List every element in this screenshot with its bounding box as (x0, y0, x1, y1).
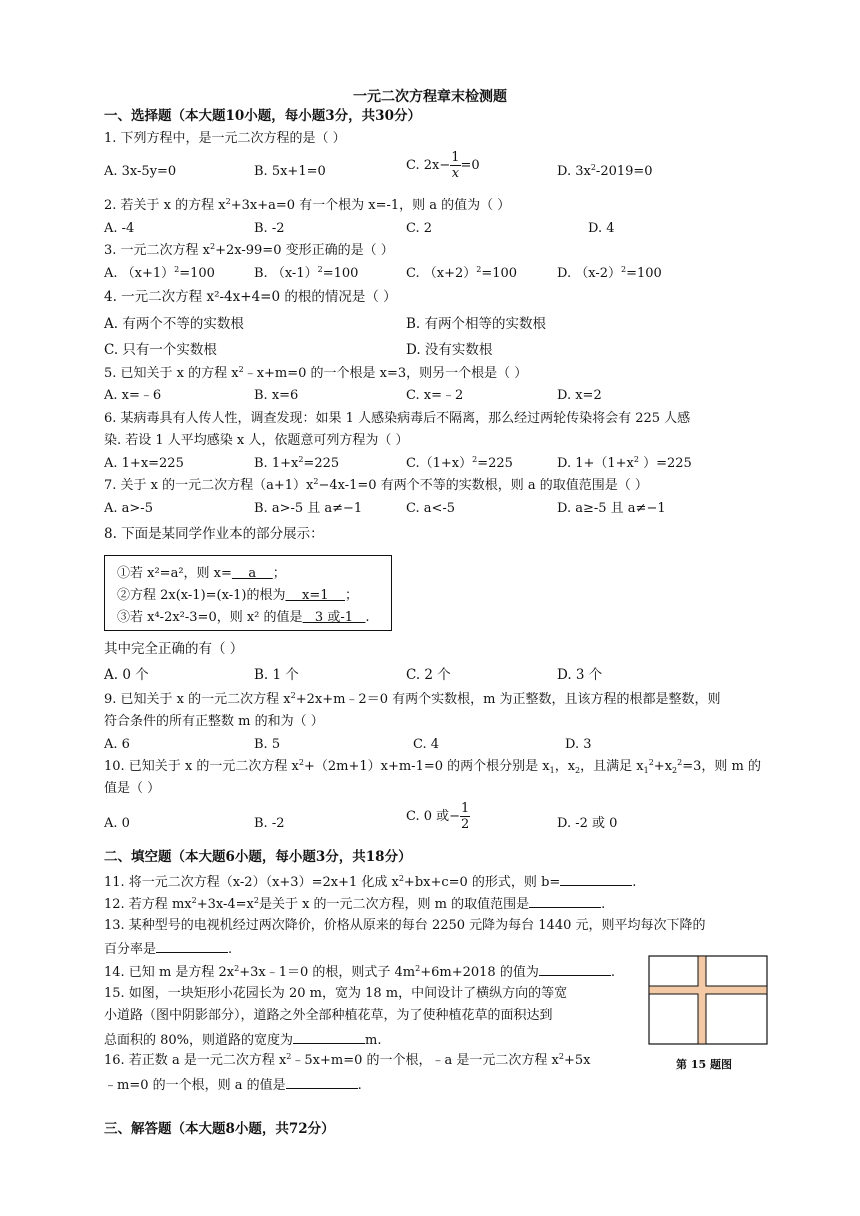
q7-option-b: B. a>-5 且 a≠−1 (254, 501, 363, 516)
q6-option-a: A. 1+x=225 (104, 456, 184, 471)
q5-option-c: C. x=﹣2 (406, 388, 464, 403)
q13-line1: 13. 某种型号的电视机经过两次降价，价格从原来的每台 2250 元降为每台 1440 元，则平均每次下降的 (104, 918, 706, 933)
homework-item-2: ②方程 2x(x-1)=(x-1)的根为 x=1 ； (117, 588, 359, 603)
q13-line2: 百分率是 . (104, 942, 233, 957)
q3-option-c: C. $(x+2)^2=100$ (406, 265, 518, 281)
q9-option-b: B. 5 (254, 737, 281, 752)
q4-stem: 4. 一元二次方程 x²-4x+4=0 的根的情况是（ ） (104, 289, 397, 305)
q10-line2: 值是（ ） (104, 781, 161, 796)
q10-option-d: D. -2 或 0 (557, 816, 618, 831)
q10-option-b: B. -2 (254, 816, 285, 831)
q1-option-c: C. 2x− $\frac{1}{x}$ =0 (406, 150, 480, 181)
q4-option-d: D. 没有实数根 (406, 342, 493, 358)
q7-option-a: A. a>-5 (104, 501, 153, 516)
q2-option-d: D. 4 (588, 221, 615, 236)
q9-option-c: C. 4 (413, 737, 440, 752)
q10-option-a: A. 0 (104, 816, 130, 831)
q9-option-d: D. 3 (565, 737, 592, 752)
q5-stem: 5. 已知关于 x 的方程 $x^2﹣x+m=0$ 的一个根是 x=3，则另一个根是（ ） (104, 365, 528, 381)
q3-option-d: D. $(x-2)^2=100$ (557, 265, 662, 281)
homework-item-3: ③若 x⁴-2x²-3=0，则 x² 的值是 3 或-1 . (117, 610, 370, 625)
q14: 14. 已知 m 是方程 $2x^2+3x﹣1=0$ 的根，则式子 $4m^2+6m+2018$ 的值为 . (104, 964, 615, 980)
q11: 11. 将一元二次方程（x-2）（x+3）=2x+1 化成 $x^2+bx+c=0$ 的形式，则 b= . (104, 874, 637, 890)
section-2-heading: 二、填空题（本大题6小题，每小题3分，共18分） (104, 849, 412, 865)
q1-option-a: A. 3x-5y=0 (104, 164, 177, 179)
figure-caption: 第 15 题图 (676, 1058, 732, 1071)
q2-option-a: A. -4 (104, 221, 135, 236)
garden-outline (649, 956, 767, 1044)
q2-stem: 2. 若关于 x 的方程 $x^2+3x+a=0$ 有一个根为 x=-1，则 a 的值为（ ） (104, 197, 511, 213)
q7-option-d: D. a≥-5 且 a≠−1 (557, 501, 666, 516)
q6-option-d: D. $1+(1+x^2$ ）=225 (557, 455, 692, 471)
homework-box (104, 555, 392, 631)
q8-option-b: B. 1 个 (254, 667, 299, 683)
q7-option-c: C. a<-5 (406, 501, 456, 516)
homework-item-1: ①若 x²=a²，则 x= a ； (117, 566, 286, 581)
q4-option-c: C. 只有一个实数根 (104, 342, 217, 358)
q10-line1: 10. 已知关于 x 的一元二次方程 $x^2+(2m+1)x+m-1=0$ 的两个根分别是 $x_1$，$x_2$，且满足 $x_1^2+x_2^2=3$，则 m 的 (104, 758, 761, 775)
q8-option-d: D. 3 个 (557, 667, 603, 683)
q16-line2: ﹣m=0 的一个根，则 a 的值是 . (104, 1078, 362, 1093)
q5-option-b: B. x=6 (254, 388, 299, 403)
q10-option-c: C. 0 或− $\frac{1}{2}$ (406, 801, 470, 832)
fraction-1-over-2: $\frac{1}{2}$ (461, 801, 470, 832)
q5-option-d: D. x=2 (557, 388, 602, 403)
q1-option-d: D. $3x^2-2019=0$ (557, 163, 653, 179)
fraction-1-over-x: $\frac{1}{x}$ (451, 150, 460, 181)
q6-option-c: $C.(1+x)^2=225$ (406, 455, 513, 471)
q4-option-b: B. 有两个相等的实数根 (406, 316, 547, 332)
q2-option-c: C. 2 (406, 221, 433, 236)
q9-line1: 9. 已知关于 x 的一元二次方程 $x^2+2x+m﹣2=0$ 有两个实数根，m 为正整数，且该方程的根都是整数，则 (104, 691, 721, 707)
section-1-heading: 一、选择题（本大题10小题，每小题3分，共30分） (104, 108, 421, 124)
section-3-heading: 三、解答题（本大题8小题，共72分） (104, 1121, 335, 1137)
q15-line1: 15. 如图，一块矩形小花园长为 20 m，宽为 18 m，中间设计了横纵方向的等宽 (104, 986, 568, 1001)
q15-line3: 总面积的 80%，则道路的宽度为 m. (104, 1033, 382, 1048)
q5-option-a: A. x=﹣6 (104, 388, 162, 403)
q9-line2: 符合条件的所有正整数 m 的和为（ ） (104, 714, 324, 729)
q6-option-b: B. $1+x^2=225$ (254, 455, 340, 471)
q6-line2: 染. 若设 1 人平均感染 x 人，依题意可列方程为（ ） (104, 433, 409, 448)
q6-line1: 6. 某病毒具有人传人性，调查发现：如果 1 人感染病毒后不隔离，那么经过两轮传染将会有 225 人感 (104, 411, 691, 426)
q8-stem: 8. 下面是某同学作业本的部分展示： (104, 526, 324, 542)
q7-stem: 7. 关于 x 的一元二次方程$(a+1)x^2-4x-1=0$ 有两个不等的实数根，则 a 的取值范围是（ ） (104, 477, 648, 493)
q1-stem: 1. 下列方程中，是一元二次方程的是（ ） (104, 131, 346, 146)
q2-option-b: B. -2 (254, 221, 285, 236)
q1-option-b: B. 5x+1=0 (254, 164, 326, 179)
q3-stem: 3. 一元二次方程 $x^2+2x-99=0$ 变形正确的是（ ） (104, 242, 394, 258)
q8-option-c: C. 2 个 (406, 667, 451, 683)
page-title: 一元二次方程章末检测题 (353, 89, 507, 105)
q9-option-a: A. 6 (104, 737, 130, 752)
q8-option-a: A. 0 个 (104, 667, 149, 683)
q12: 12. 若方程 $mx^2+3x-4=x^2$是关于 x 的一元二次方程，则 m 的取值范围是 . (104, 896, 606, 912)
q3-option-b: B. $(x-1)^2=100$ (254, 265, 359, 281)
q8-tail: 其中完全正确的有（ ） (104, 641, 244, 657)
garden-figure (648, 955, 768, 1045)
q16-line1: 16. 若正数 a 是一元二次方程 $x^2﹣5x+m=0$ 的一个根，﹣a 是一元二次方程 $x^2+5x$ (104, 1052, 591, 1068)
q4-option-a: A. 有两个不等的实数根 (104, 316, 244, 332)
q3-option-a: A. $(x+1)^2=100$ (104, 265, 215, 281)
q15-line2: 小道路（图中阴影部分），道路之外全部种植花草，为了使种植花草的面积达到 (104, 1008, 553, 1023)
